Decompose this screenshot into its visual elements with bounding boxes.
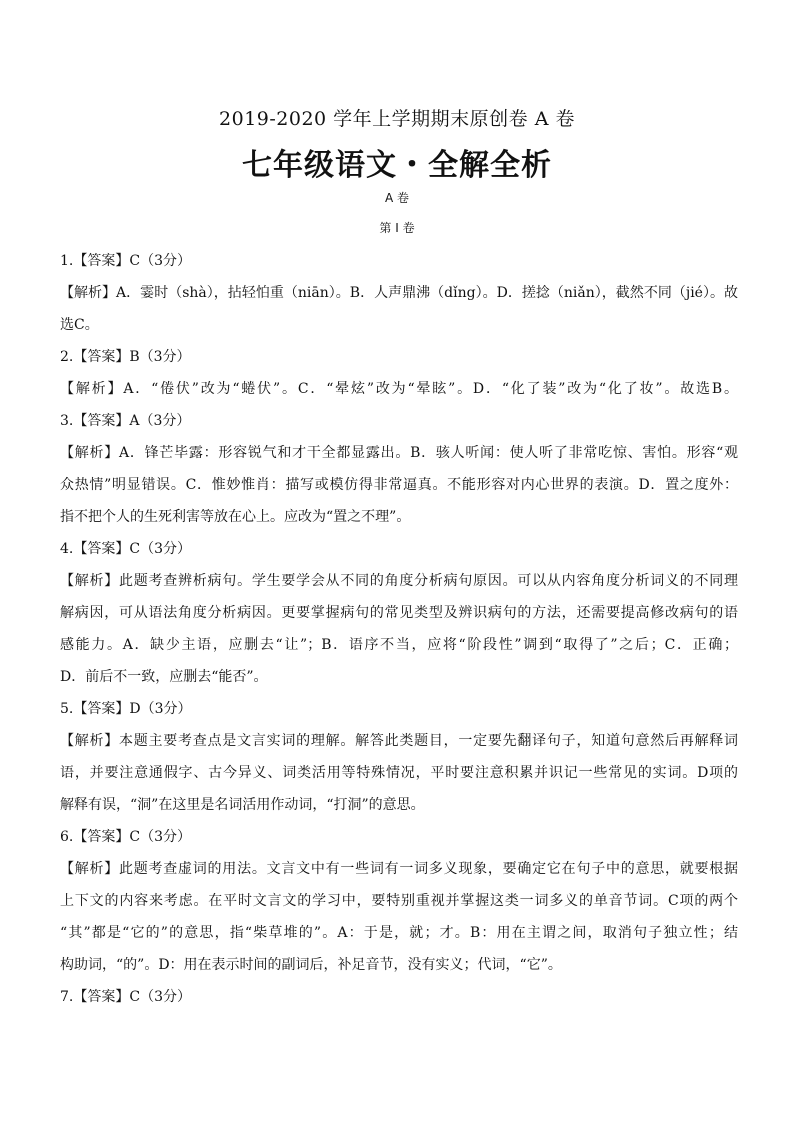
- answer-line: 1.【答案】C（3分）: [60, 253, 191, 269]
- explanation-line: 【解析】A．“倦伏”改为“蜷伏”。C．“晕炫”改为“晕眩”。D．“化了装”改为“化了妆”。故选B。: [60, 381, 738, 397]
- explanation-line: “其”都是“它的”的意思，指“柴草堆的”。A：于是，就；才。B：用在主谓之间，取消句子独立性；结: [60, 925, 738, 941]
- answer-line: 2.【答案】B（3分）: [60, 349, 191, 365]
- explanation-line: 解病因，可从语法角度分析病因。更要掌握病句的常见类型及辨识病句的方法，还需要提高修改病句的语: [60, 605, 738, 621]
- answer-line: 7.【答案】C（3分）: [60, 989, 191, 1005]
- explanation-line: D．前后不一致，应删去“能否”。: [60, 669, 268, 685]
- answer-line: 3.【答案】A（3分）: [60, 413, 191, 429]
- exam-title: 2019-2020 学年上学期期末原创卷 A 卷: [219, 108, 575, 130]
- explanation-line: 感能力。A．缺少主语，应删去“让”；B．语序不当，应将“阶段性”调到“取得了”之后；C．正确；: [60, 637, 738, 653]
- volume-label: A 卷: [384, 191, 410, 205]
- answer-content: [60, 245, 738, 1013]
- explanation-line: 众热情”明显错误。C．惟妙惟肖：描写或模仿得非常逼真。不能形容对内心世界的表演。D．置之度外：: [60, 477, 738, 493]
- explanation-line: 【解析】A．锋芒毕露：形容锐气和才干全都显露出。B．骇人听闻：使人听了非常吃惊、害怕。形容“观: [60, 445, 738, 461]
- explanation-line: 【解析】本题主要考查点是文言实词的理解。解答此类题目，一定要先翻译句子，知道句意然后再解释词: [60, 733, 738, 749]
- explanation-line: 解释有误，“洞”在这里是名词活用作动词，“打洞”的意思。: [60, 797, 425, 813]
- explanation-line: 选C。: [60, 317, 99, 333]
- explanation-line: 构助词，“的”。D：用在表示时间的副词后，补足音节，没有实义；代词，“它”。: [60, 957, 562, 973]
- document-title: 七年级语文・全解全析: [242, 148, 552, 183]
- explanation-line: 语，并要注意通假字、古今异义、词类活用等特殊情况，平时要注意积累并识记一些常见的实词。D项的: [60, 765, 738, 781]
- explanation-line: 【解析】此题考查虚词的用法。文言文中有一些词有一词多义现象，要确定它在句子中的意思，就要根据: [60, 861, 738, 877]
- explanation-line: 指不把个人的生死利害等放在心上。应改为“置之不理”。: [60, 509, 411, 525]
- explanation-line: 【解析】此题考查辨析病句。学生要学会从不同的角度分析病句原因。可以从内容角度分析词义的不同理: [60, 573, 738, 589]
- part-label: 第 I 卷: [379, 221, 415, 235]
- answer-line: 5.【答案】D（3分）: [60, 701, 192, 717]
- explanation-line: 上下文的内容来考虑。在平时文言文的学习中，要特别重视并掌握这类一词多义的单音节词。C项的两个: [60, 893, 738, 909]
- answer-line: 4.【答案】C（3分）: [60, 541, 191, 557]
- answer-line: 6.【答案】C（3分）: [60, 829, 191, 845]
- explanation-line: 【解析】A．霎时（shà），拈轻怕重（niān）。B．人声鼎沸（dǐng）。D．搓捻（niǎn），截然不同（jié）。故: [60, 285, 738, 301]
